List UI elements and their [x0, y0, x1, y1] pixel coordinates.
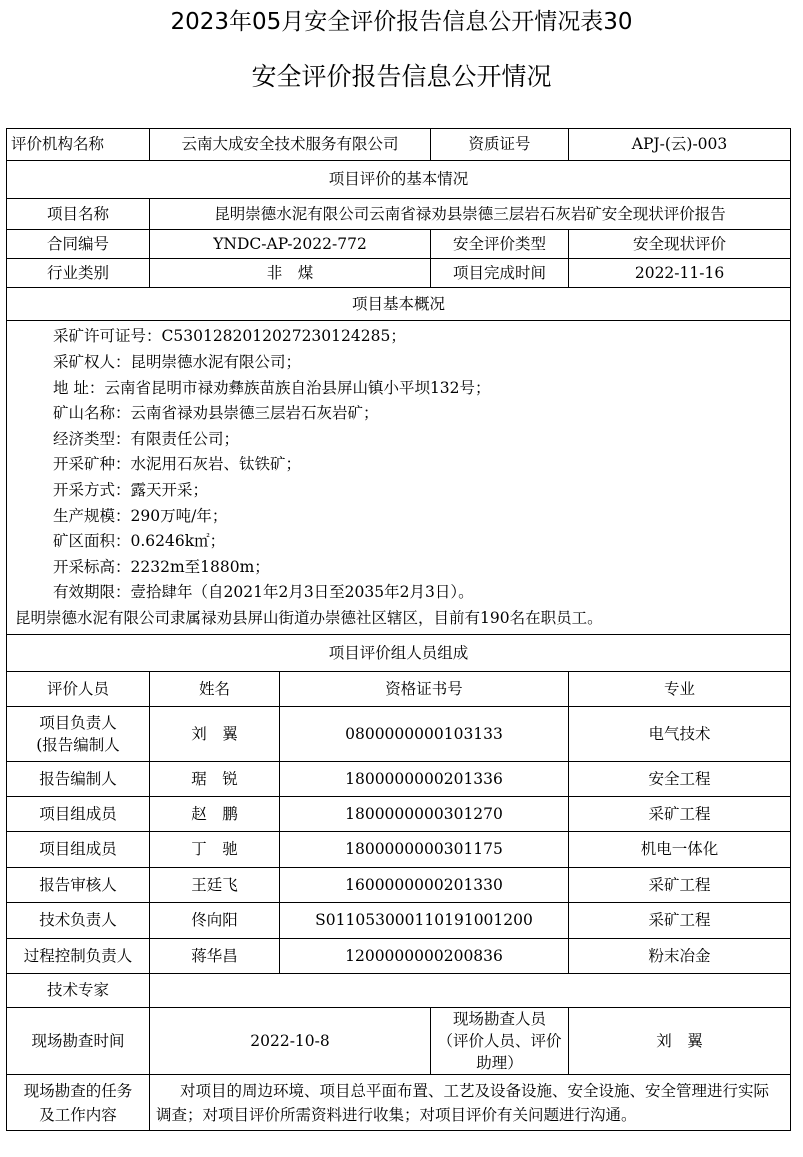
task-value: 对项目的周边环境、项目总平面布置、工艺及设备设施、安全设施、安全管理进行实际调查；对项目评价所需资料进行收集；对项目评价有关问题进行沟通。 — [150, 1075, 791, 1131]
survey-time-value: 2022-10-8 — [150, 1008, 431, 1075]
team-person-name: 赵 鹏 — [150, 797, 280, 832]
team-major: 机电一体化 — [569, 832, 791, 868]
overview-final-line: 昆明崇德水泥有限公司隶属禄劝县屏山街道办崇德社区辖区，目前有190名在职员工。 — [15, 608, 603, 627]
team-row — [7, 707, 791, 762]
overview-line — [53, 478, 782, 504]
overview-line-key: 开采标高： — [53, 557, 131, 576]
overview-line-key: 采矿许可证号： — [53, 327, 162, 346]
finish-value: 2022-11-16 — [569, 259, 791, 288]
contract-label: 合同编号 — [7, 230, 150, 259]
team-header-name: 姓名 — [150, 672, 280, 707]
overview-line-value: 2232m至1880m； — [130, 557, 270, 576]
team-role: 技术负责人 — [7, 903, 150, 939]
team-major: 电气技术 — [569, 707, 791, 762]
overview-line-value: 云南省禄劝县崇德三层岩石灰岩矿； — [130, 404, 379, 423]
team-role: 项目组成员 — [7, 797, 150, 832]
team-cert: 1800000000301175 — [280, 832, 569, 868]
overview-line-value: 昆明崇德水泥有限公司； — [130, 353, 302, 372]
industry-label: 行业类别 — [7, 259, 150, 288]
team-major: 采矿工程 — [569, 797, 791, 832]
project-name-row — [7, 199, 791, 230]
team-person-name: 王廷飞 — [150, 868, 280, 903]
document-title: 2023年05月安全评价报告信息公开情况表30 — [170, 9, 633, 35]
overview-line-key: 有效期限： — [53, 583, 131, 602]
team-role: 项目负责人 (报告编制人 — [7, 707, 150, 762]
team-cert: 1800000000201336 — [280, 762, 569, 797]
overview-line-key: 经济类型： — [53, 429, 131, 448]
team-section-row — [7, 635, 791, 672]
survey-people-value: 刘 翼 — [569, 1008, 791, 1075]
team-cert: 1800000000301270 — [280, 797, 569, 832]
overview-line — [53, 324, 782, 350]
overview-line — [53, 376, 782, 402]
industry-row — [7, 259, 791, 288]
team-row — [7, 762, 791, 797]
overview-line-key: 开采矿种： — [53, 455, 131, 474]
expert-value — [150, 974, 791, 1008]
team-header-major: 专业 — [569, 672, 791, 707]
team-person-name: 刘 翼 — [150, 707, 280, 762]
team-cert: 1200000000200836 — [280, 939, 569, 974]
overview-line-value: 露天开采； — [130, 481, 209, 499]
team-cert: 1600000000201330 — [280, 868, 569, 903]
team-person-name: 佟向阳 — [150, 903, 280, 939]
overview-line-value: 壹拾肆年（自2021年2月3日至2035年2月3日）。 — [130, 583, 474, 602]
cert-value: APJ-(云)-003 — [569, 129, 791, 161]
team-person-name: 丁 驰 — [150, 832, 280, 868]
survey-row — [7, 1008, 791, 1075]
team-person-name: 蒋华昌 — [150, 939, 280, 974]
overview-row — [7, 321, 791, 635]
industry-value: 非 煤 — [150, 259, 431, 288]
team-row — [7, 939, 791, 974]
overview-line-value: 290万吨/年； — [130, 506, 228, 525]
overview-line — [53, 452, 782, 478]
team-role: 项目组成员 — [7, 832, 150, 868]
project-name-value: 昆明崇德水泥有限公司云南省禄劝县崇德三层岩石灰岩矿安全现状评价报告 — [150, 199, 791, 230]
team-header-row — [7, 672, 791, 707]
team-row — [7, 832, 791, 868]
team-header-cert: 资格证书号 — [280, 672, 569, 707]
overview-section-row — [7, 288, 791, 321]
finish-label: 项目完成时间 — [431, 259, 569, 288]
survey-time-label: 现场勘查时间 — [7, 1008, 150, 1075]
team-major: 粉末冶金 — [569, 939, 791, 974]
overview-line — [53, 504, 782, 530]
info-table — [6, 128, 791, 1131]
task-row — [7, 1075, 791, 1131]
overview-line-value: 水泥用石灰岩、钛铁矿； — [130, 455, 302, 474]
org-name-value: 云南大成安全技术服务有限公司 — [150, 129, 431, 161]
survey-people-label: 现场勘查人员 （评价人员、评价助理） — [431, 1008, 569, 1075]
overview-line — [53, 401, 782, 427]
team-role: 报告编制人 — [7, 762, 150, 797]
contract-value: YNDC-AP-2022-772 — [150, 230, 431, 259]
team-person-name: 琚 锐 — [150, 762, 280, 797]
overview-line-key: 采矿权人： — [53, 353, 131, 372]
contract-row — [7, 230, 791, 259]
team-role: 过程控制负责人 — [7, 939, 150, 974]
overview-line-key: 矿区面积： — [53, 532, 131, 551]
overview-line-key: 矿山名称： — [53, 404, 131, 423]
overview-line-value: C5301282012027230124285； — [161, 327, 406, 346]
project-name-label: 项目名称 — [7, 199, 150, 230]
team-cert: 0800000000103133 — [280, 707, 569, 762]
org-row — [7, 129, 791, 161]
cert-label: 资质证号 — [431, 129, 569, 161]
team-row — [7, 797, 791, 832]
overview-line — [53, 580, 782, 606]
basic-section-title: 项目评价的基本情况 — [7, 161, 791, 199]
eval-type-value: 安全现状评价 — [569, 230, 791, 259]
team-section-title: 项目评价组人员组成 — [7, 635, 791, 672]
team-major: 安全工程 — [569, 762, 791, 797]
team-row — [7, 903, 791, 939]
overview-line — [53, 427, 782, 453]
overview-line — [53, 350, 782, 376]
expert-label: 技术专家 — [7, 974, 150, 1008]
task-label: 现场勘查的任务 及工作内容 — [7, 1075, 150, 1131]
overview-content — [7, 321, 791, 635]
overview-line — [53, 555, 782, 581]
overview-line-key: 地 址： — [53, 378, 105, 397]
basic-section-row — [7, 161, 791, 199]
org-name-label: 评价机构名称 — [7, 129, 150, 161]
eval-type-label: 安全评价类型 — [431, 230, 569, 259]
overview-line-value: 有限责任公司； — [130, 429, 240, 448]
overview-lines — [53, 324, 782, 606]
team-major: 采矿工程 — [569, 903, 791, 939]
overview-line-key: 开采方式： — [53, 481, 131, 499]
expert-row — [7, 974, 791, 1008]
team-header-role: 评价人员 — [7, 672, 150, 707]
overview-section-title: 项目基本概况 — [7, 288, 791, 321]
team-row — [7, 868, 791, 903]
overview-line-key: 生产规模： — [53, 506, 131, 525]
overview-line-value: 云南省昆明市禄劝彝族苗族自治县屏山镇小平坝132号； — [104, 378, 491, 397]
document-subtitle: 安全评价报告信息公开情况 — [251, 62, 552, 91]
team-major: 采矿工程 — [569, 868, 791, 903]
overview-line-value: 0.6246k㎡； — [130, 532, 226, 551]
team-cert: S011053000110191001200 — [280, 903, 569, 939]
team-role: 报告审核人 — [7, 868, 150, 903]
overview-line — [53, 529, 782, 555]
